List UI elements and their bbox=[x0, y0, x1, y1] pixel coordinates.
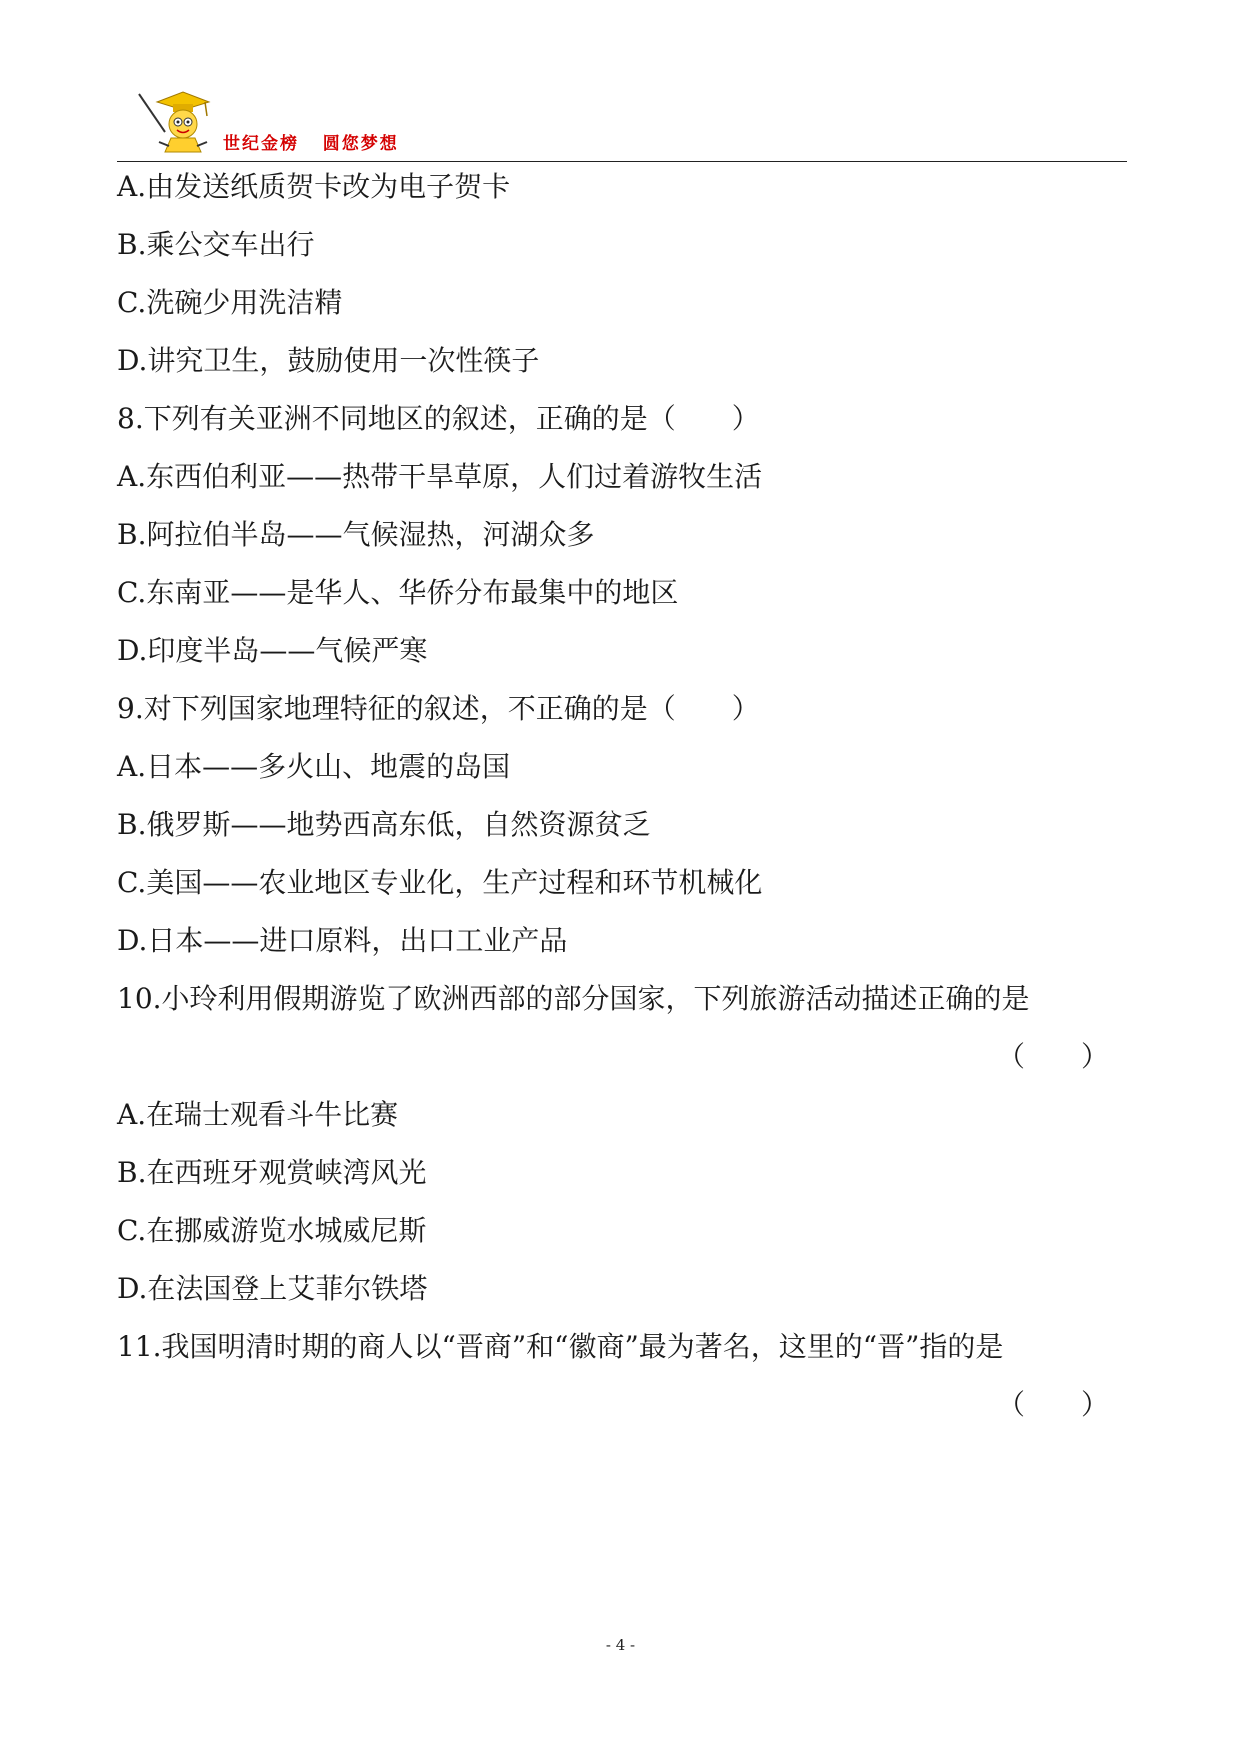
option-line: D.在法国登上艾菲尔铁塔 bbox=[117, 1272, 428, 1305]
option-line: D.印度半岛——气候严寒 bbox=[117, 634, 428, 667]
option-line: C.美国——农业地区专业化，生产过程和环节机械化 bbox=[117, 866, 763, 899]
option-line: A.由发送纸质贺卡改为电子贺卡 bbox=[117, 170, 511, 203]
page-number: - 4 - bbox=[605, 1636, 636, 1654]
option-line: C.洗碗少用洗洁精 bbox=[117, 286, 343, 319]
option-line: C.在挪威游览水城威尼斯 bbox=[117, 1214, 427, 1247]
option-line: A.日本——多火山、地震的岛国 bbox=[117, 750, 511, 783]
page-header bbox=[117, 78, 1127, 162]
option-line: B.俄罗斯——地势西高东低，自然资源贫乏 bbox=[117, 808, 651, 841]
option-line: D.日本——进口原料，出口工业产品 bbox=[117, 924, 568, 957]
question-9: 9.对下列国家地理特征的叙述，不正确的是（ ） bbox=[117, 692, 760, 725]
header-slogan: 世纪金榜 圆您梦想 bbox=[223, 134, 399, 154]
header-rule bbox=[117, 161, 1127, 162]
question-11: 11.我国明清时期的商人以“晋商”和“徽商”最为著名，这里的“晋”指的是 bbox=[117, 1330, 1004, 1363]
option-line: A.东西伯利亚——热带干旱草原，人们过着游牧生活 bbox=[117, 460, 763, 493]
option-line: B.阿拉伯半岛——气候湿热，河湖众多 bbox=[117, 518, 595, 551]
option-line: B.乘公交车出行 bbox=[117, 228, 315, 261]
answer-parentheses: （ ） bbox=[996, 1388, 1109, 1421]
option-line: B.在西班牙观赏峡湾风光 bbox=[117, 1156, 427, 1189]
option-line: A.在瑞士观看斗牛比赛 bbox=[117, 1098, 399, 1131]
option-line: D.讲究卫生，鼓励使用一次性筷子 bbox=[117, 344, 540, 377]
option-line: C.东南亚——是华人、华侨分布最集中的地区 bbox=[117, 576, 679, 609]
graduate-mascot-logo bbox=[135, 88, 215, 154]
question-10: 10.小玲利用假期游览了欧洲西部的部分国家，下列旅游活动描述正确的是 bbox=[117, 982, 1030, 1015]
question-8: 8.下列有关亚洲不同地区的叙述，正确的是（ ） bbox=[117, 402, 760, 435]
answer-parentheses: （ ） bbox=[996, 1040, 1109, 1073]
